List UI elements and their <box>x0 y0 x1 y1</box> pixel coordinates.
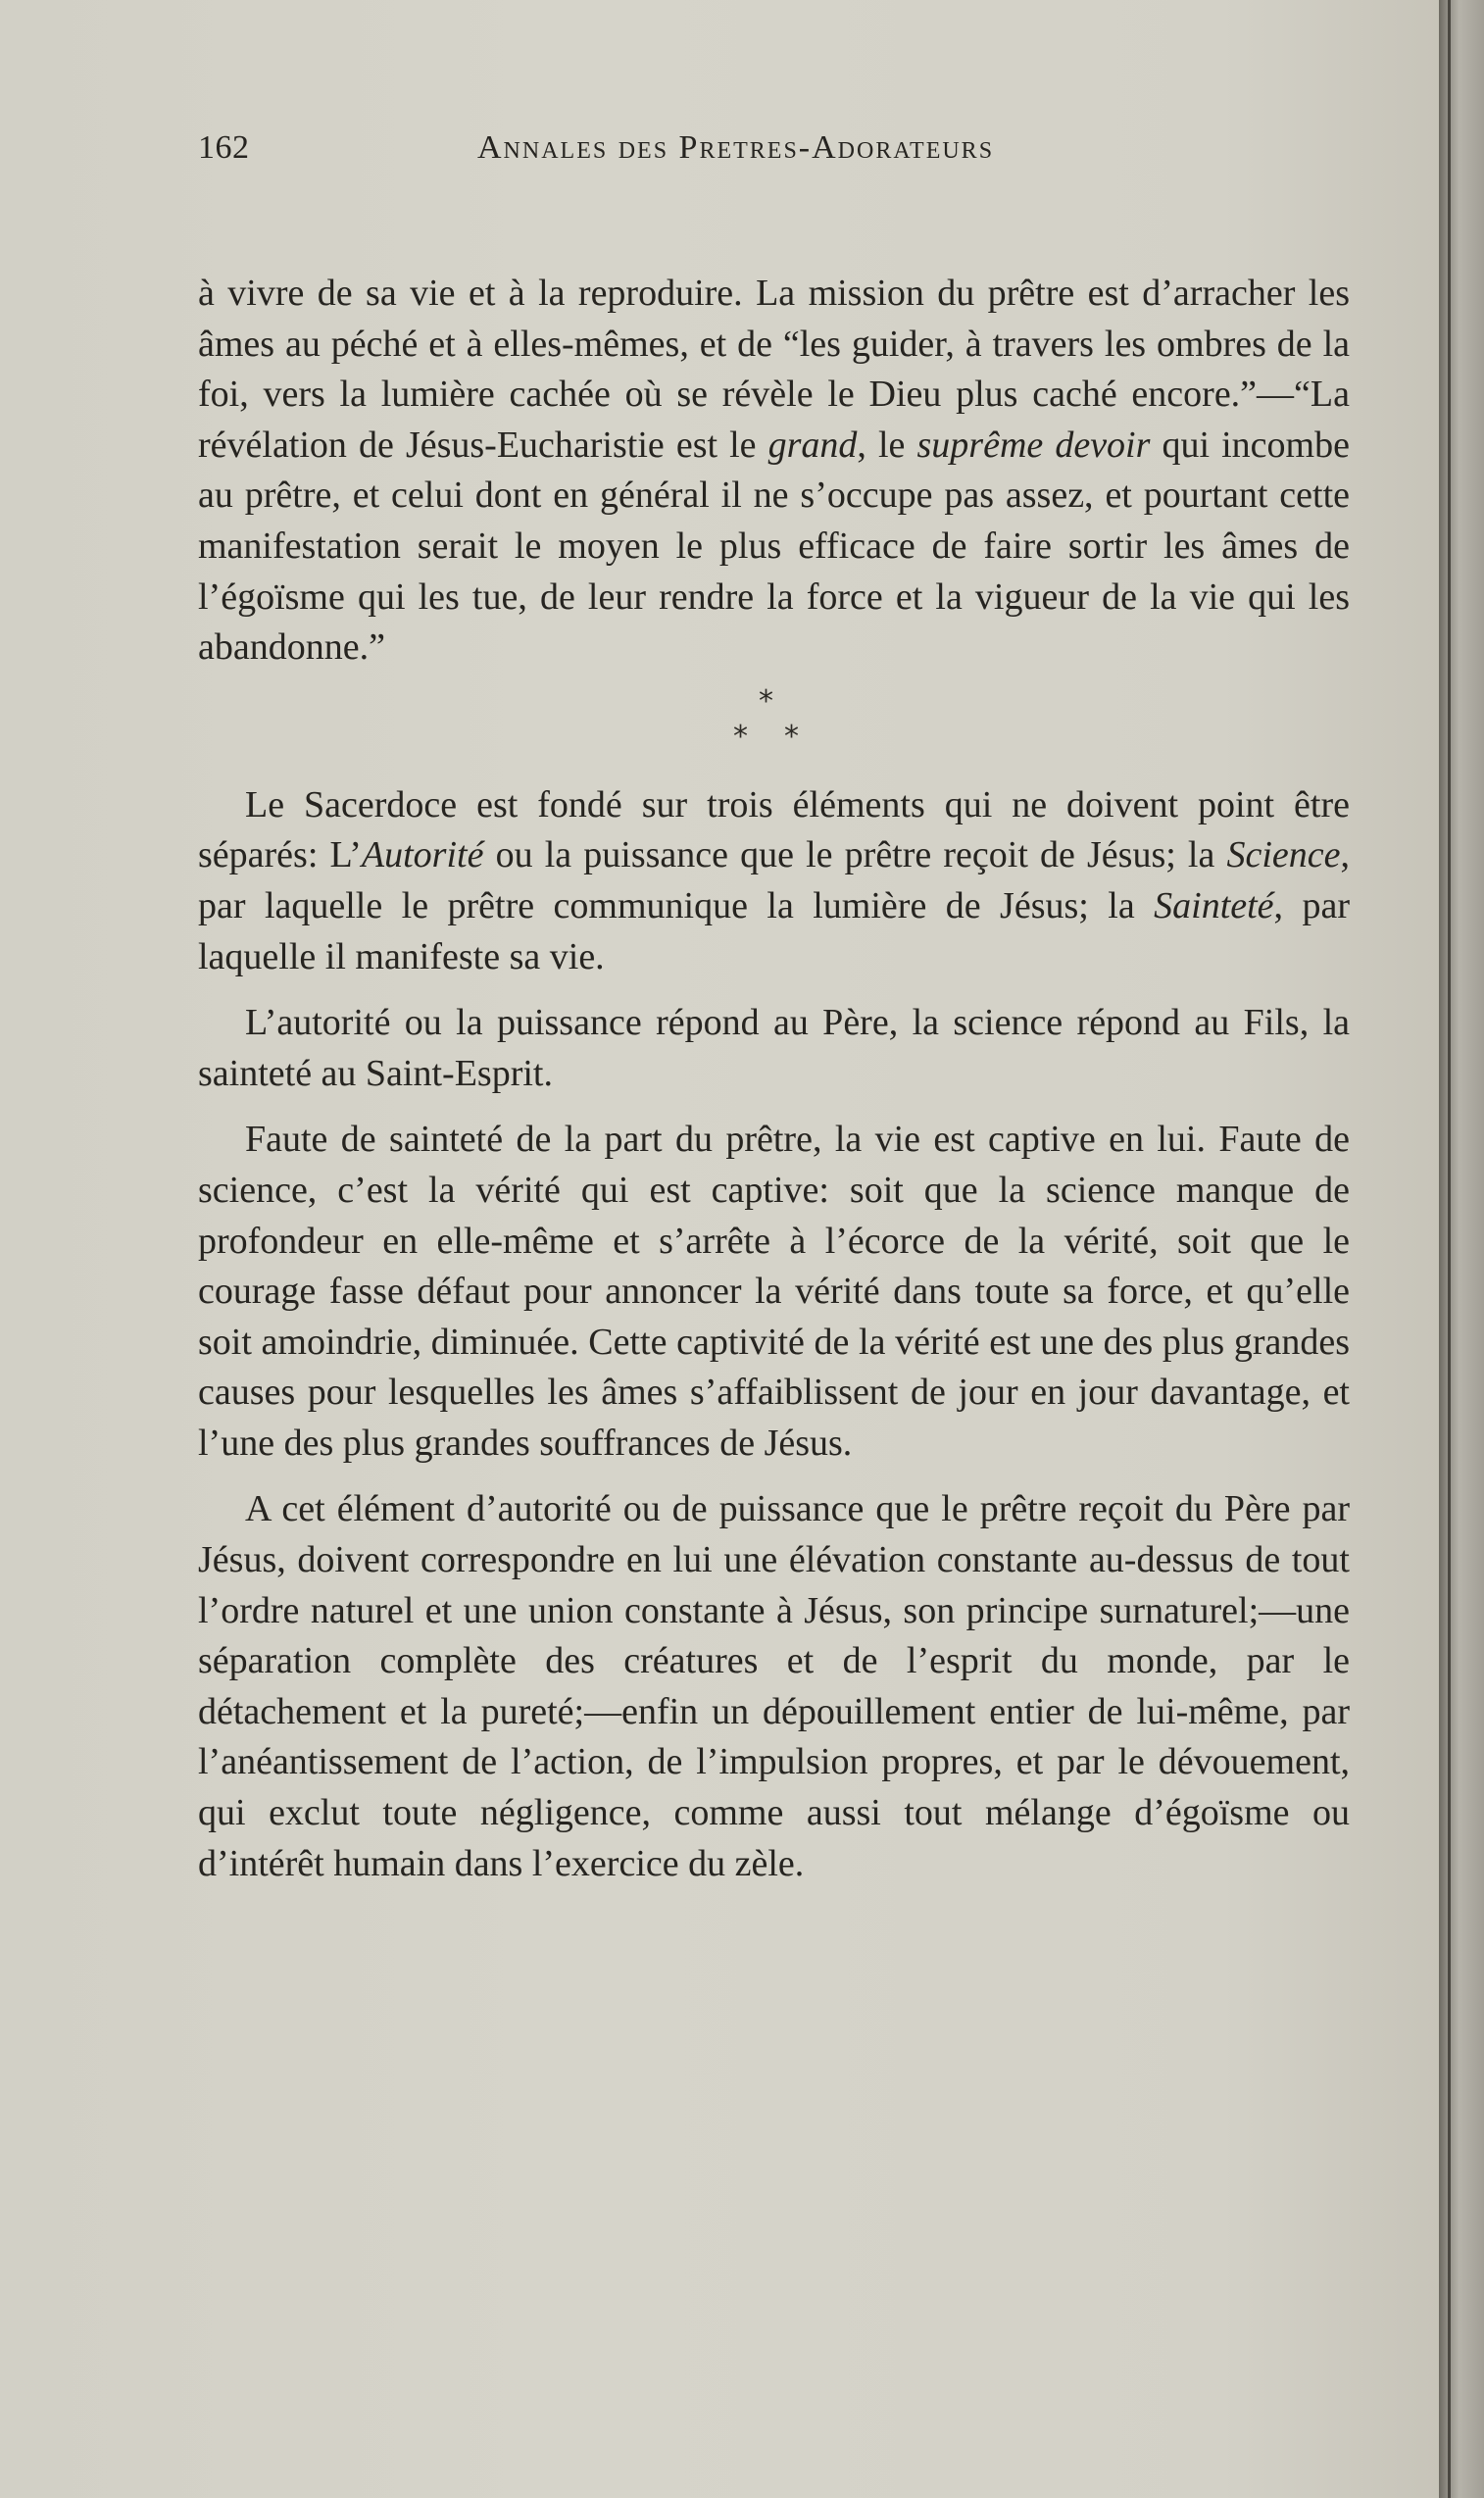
paragraph-2-text-b: ou la puissance que le prêtre reçoit de Jésus; la <box>483 834 1227 876</box>
running-head: Annales des Pretres-Adorateurs <box>477 129 995 166</box>
asterism-star-left: * <box>733 719 748 754</box>
paragraph-2-text-c: , par laquelle le prêtre communique la lumière de Jésus; la <box>198 834 1351 926</box>
emphasis-saintete: Sainteté <box>1154 884 1274 926</box>
page-header <box>198 129 1350 169</box>
asterism-star-right: * <box>784 719 799 754</box>
paragraph-1-text-c: qui incombe au prêtre, et celui dont en général il ne s’occupe pas assez, et pourtant cette manifestation serait le moyen le plus efficace de faire sortir les âmes de l’égoïsme qui les tue, de leur rendre la force et la vigueur de la vie qui les abandonne.” <box>198 424 1350 669</box>
emphasis-supreme-devoir: suprême devoir <box>916 424 1151 466</box>
paragraph-3: L’autorité ou la puissance répond au Père, la science répond au Fils, la sainteté au Saint-Esprit. <box>198 1002 1350 1094</box>
paragraph-1-text-a: à vivre de sa vie et à la reproduire. La mission du prêtre est d’arracher les âmes au péché et à elles-mêmes, et de “les guider, à travers les ombres de la foi, vers la lumière cachée où se révèle le Dieu plus caché encore.”—“La révélation de Jésus-Eucharistie est le <box>198 273 1350 466</box>
body-text <box>198 269 1350 1889</box>
emphasis-autorite: Autorité <box>361 834 484 876</box>
paragraph-2 <box>198 780 1350 982</box>
page-number: 162 <box>198 129 250 166</box>
paragraph-5: A cet élément d’autorité ou de puissance que le prêtre reçoit du Père par Jésus, doivent correspondre en lui une élévation constante au-dessus de tout l’ordre naturel et une union constante à Jésus, son principe surnaturel;—une séparation complète des créatures et de l’esprit du monde, par le détachement et la pureté;—enfin un dépouillement entier de lui-même, par l’anéantissement de l’action, de l’impulsion propres, et par le dévouement, qui exclut toute négligence, comme aussi tout mélange d’égoïsme ou d’intérêt humain dans l’exercice du zèle. <box>198 1488 1350 1884</box>
binding-edge <box>1439 0 1484 2498</box>
emphasis-grand: grand <box>767 424 858 466</box>
asterism-divider <box>198 679 1350 773</box>
paragraph-2-text-a: Le Sacerdoce est fondé sur trois éléments qui ne doivent point être séparés: L’ <box>198 783 1350 876</box>
paragraph-2-text-d: , par laquelle il manifeste sa vie. <box>198 884 1351 977</box>
emphasis-science: Science <box>1226 834 1341 876</box>
paragraph-1 <box>198 269 1350 674</box>
asterism-star-top: * <box>759 683 773 719</box>
binding-edge-line <box>1448 0 1451 2498</box>
paragraph-1-text-b: , le <box>857 424 917 466</box>
paragraph-4: Faute de sainteté de la part du prêtre, la vie est captive en lui. Faute de science, c’est la vérité qui est captive: soit que la science manque de profondeur en elle-même et s’arrête à l’écorce de la vérité, soit que le courage fasse défaut pour annoncer la vérité dans toute sa force, et qu’elle soit amoindrie, diminuée. Cette captivité de la vérité est une des plus grandes causes pour lesquelles les âmes s’affaiblissent de jour en jour davantage, et l’une des plus grandes souffrances de Jésus. <box>198 1119 1350 1464</box>
